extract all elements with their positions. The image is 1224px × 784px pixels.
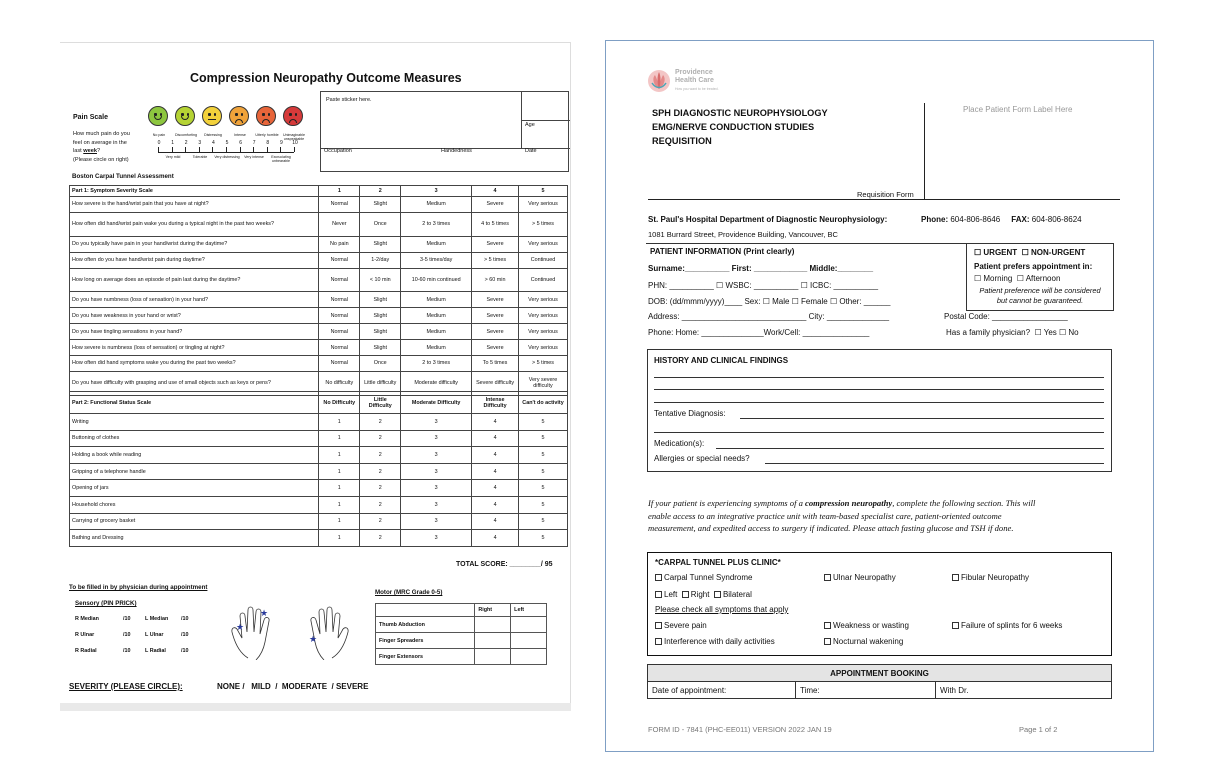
score-option-cell[interactable]: Slight [360, 236, 401, 252]
table-header-cell: 4 [472, 186, 519, 197]
condition-ulnar[interactable]: Ulnar Neuropathy [824, 573, 896, 583]
score-option-cell[interactable]: Medium [401, 308, 472, 324]
tentative-diagnosis: Tentative Diagnosis: [654, 409, 726, 418]
score-option-cell[interactable]: > 5 times [519, 356, 568, 372]
question-cell: Gripping of a telephone handle [70, 463, 319, 480]
form-id: FORM ID - 7841 (PHC-EE011) VERSION 2022 JAN 19 [648, 725, 832, 734]
table-row [376, 633, 547, 649]
nerve-score[interactable]: /10 [123, 632, 131, 638]
score-option-cell[interactable]: 3 [401, 463, 472, 480]
question-cell: How severe is numbness (loss of sensation) or tingling at night? [70, 340, 319, 356]
pain-ruler [158, 147, 294, 155]
score-option-cell[interactable]: Normal [319, 268, 360, 292]
score-option-cell[interactable]: Severe [472, 340, 519, 356]
score-option-cell[interactable]: 4 to 5 times [472, 212, 519, 236]
hands-diagram [228, 602, 352, 660]
family-physician-field[interactable]: Has a family physician? ☐ Yes ☐ No [946, 328, 1079, 337]
pain-tick [199, 147, 200, 152]
score-option-cell[interactable]: No pain [319, 236, 360, 252]
table-row [70, 236, 568, 252]
nerve-label: R Median [75, 616, 99, 622]
checkbox-icon [824, 622, 831, 629]
question-cell: Buttoning of clothes [70, 430, 319, 447]
pain-top-label: Discomforting [175, 133, 197, 137]
score-option-cell[interactable]: Severe [472, 236, 519, 252]
score-option-cell[interactable]: Normal [319, 197, 360, 213]
star-icon: ★ [236, 623, 245, 633]
table-row [70, 197, 568, 213]
score-option-cell[interactable]: 4 [472, 430, 519, 447]
score-option-cell[interactable]: 2 to 3 times [401, 356, 472, 372]
nerve-score[interactable]: /10 [181, 616, 189, 622]
motor-score[interactable] [511, 617, 547, 633]
symptom-severity-table [69, 185, 568, 396]
booking-date[interactable]: Date of appointment: [648, 682, 796, 699]
pain-number[interactable]: 8 [266, 140, 270, 146]
nerve-label: L Ulnar [145, 632, 164, 638]
table-row [70, 414, 568, 431]
motor-heading: Motor (MRC Grade 0-5) [375, 589, 443, 596]
pain-tick [185, 147, 186, 152]
severity-options: NONE / MILD / MODERATE / SEVERE [217, 682, 369, 691]
question-cell: Do you have weakness in your hand or wrist? [70, 308, 319, 324]
pain-number[interactable]: 3 [198, 140, 202, 146]
score-option-cell[interactable]: Very serious [519, 236, 568, 252]
pain-number[interactable]: 5 [225, 140, 229, 146]
symptom-severe-pain[interactable]: Severe pain [655, 621, 707, 631]
pain-bottom-label: Very intense [244, 155, 264, 159]
table-row [70, 292, 568, 308]
question-cell: Bathing and Dressing [70, 530, 319, 547]
pain-top-label: Intense [234, 133, 246, 137]
score-option-cell[interactable]: 1 [319, 430, 360, 447]
score-option-cell[interactable]: 5 [519, 430, 568, 447]
pain-tick [253, 147, 254, 152]
score-option-cell[interactable]: 4 [472, 463, 519, 480]
table-header-cell: Part 1: Symptom Severity Scale [70, 186, 319, 197]
score-option-cell[interactable]: Very severe difficulty [519, 371, 568, 395]
phone-field[interactable]: Phone: Home: ______________Work/Cell: _______________ [648, 328, 870, 337]
score-option-cell[interactable]: 2 [360, 513, 401, 530]
score-option-cell[interactable]: Medium [401, 292, 472, 308]
score-option-cell[interactable]: 3 [401, 530, 472, 547]
table-row [70, 308, 568, 324]
table-row [70, 463, 568, 480]
table-header-cell: Right [475, 604, 511, 617]
table-header-cell: 5 [519, 186, 568, 197]
question-cell: Carrying of grocery basket [70, 513, 319, 530]
score-option-cell[interactable]: To 5 times [472, 356, 519, 372]
requisition-title: SPH DIAGNOSTIC NEUROPHYSIOLOGY EMG/NERVE CONDUCTION STUDIES REQUISITION [652, 108, 828, 146]
score-option-cell[interactable]: 5 [519, 447, 568, 464]
question-cell: Holding a book while reading [70, 447, 319, 464]
nerve-score[interactable]: /10 [123, 648, 131, 654]
checkbox-icon [655, 574, 662, 581]
table-row [70, 252, 568, 268]
table-header-cell: 3 [401, 186, 472, 197]
pain-tick [172, 147, 173, 152]
score-option-cell[interactable]: Normal [319, 324, 360, 340]
providence-logo-icon [647, 69, 671, 93]
score-option-cell[interactable]: Never [319, 212, 360, 236]
dob-field[interactable]: DOB: (dd/mmm/yyyy)____ Sex: ☐ Male ☐ Female ☐ Other: ______ [648, 297, 891, 306]
table-header-cell: Left [511, 604, 547, 617]
checkbox-icon [824, 574, 831, 581]
score-option-cell[interactable]: Normal [319, 340, 360, 356]
address-field[interactable]: Address: ____________________________ City: ______________ [648, 312, 890, 321]
pain-bottom-label: Very distressing [214, 155, 240, 159]
condition-carpal[interactable]: Carpal Tunnel Syndrome [655, 573, 753, 583]
question-cell: How long on average does an episode of pain last during the daytime? [70, 268, 319, 292]
score-option-cell[interactable]: Very serious [519, 292, 568, 308]
score-option-cell[interactable]: 5 [519, 463, 568, 480]
pain-top-label: Unimaginable unspeakable [283, 133, 305, 141]
address-line: 1081 Burrard Street, Providence Building, Vancouver, BC [648, 230, 838, 239]
pain-bottom-label: Tolerable [192, 155, 208, 159]
table-header-cell: 1 [319, 186, 360, 197]
pain-face-icon[interactable] [283, 106, 303, 126]
nerve-label: L Median [145, 616, 169, 622]
pain-number[interactable]: 10 [292, 140, 298, 146]
history-heading: HISTORY AND CLINICAL FINDINGS [654, 356, 789, 365]
nerve-label: R Ulnar [75, 632, 95, 638]
pain-face-icon[interactable] [256, 106, 276, 126]
surname-field[interactable]: Surname:__________ First: ____________ Middle:________ [648, 264, 874, 273]
score-option-cell[interactable]: Medium [401, 340, 472, 356]
table-header-cell: Moderate Difficulty [401, 392, 472, 414]
score-option-cell[interactable]: Slight [360, 292, 401, 308]
score-option-cell[interactable]: Severe [472, 308, 519, 324]
score-option-cell[interactable]: Medium [401, 324, 472, 340]
score-option-cell[interactable]: 4 [472, 530, 519, 547]
pain-number[interactable]: 6 [239, 140, 242, 146]
score-option-cell[interactable]: > 5 times [519, 212, 568, 236]
table-row [70, 447, 568, 464]
question-cell: How severe is the hand/wrist pain that you have at night? [70, 197, 319, 213]
checkbox-icon [952, 574, 959, 581]
score-option-cell[interactable]: Once [360, 212, 401, 236]
urgent-options[interactable]: ☐ URGENT ☐ NON-URGENT [974, 248, 1086, 257]
score-option-cell[interactable]: Once [360, 356, 401, 372]
score-option-cell[interactable]: 2 [360, 480, 401, 497]
pain-tick [240, 147, 241, 152]
pain-tick [212, 147, 213, 152]
pain-number[interactable]: 9 [280, 140, 283, 146]
score-option-cell[interactable]: 3 [401, 430, 472, 447]
score-option-cell[interactable]: No difficulty [319, 371, 360, 395]
checkbox-icon [682, 591, 689, 598]
phn-field[interactable]: PHN: __________ ☐ WSBC: __________ ☐ ICBC: __________ [648, 281, 879, 290]
table-header-cell: Intense Difficulty [472, 392, 519, 414]
total-score: TOTAL SCORE: ________/ 95 [456, 561, 553, 568]
score-option-cell[interactable]: Slight [360, 308, 401, 324]
score-option-cell[interactable]: 3 [401, 513, 472, 530]
score-option-cell[interactable]: Severe difficulty [472, 371, 519, 395]
table-header-cell: 2 [360, 186, 401, 197]
score-option-cell[interactable]: 3 [401, 480, 472, 497]
score-option-cell[interactable]: 3 [401, 414, 472, 431]
question-cell: Do you have difficulty with grasping and use of small objects such as keys or pens? [70, 371, 319, 395]
score-option-cell[interactable]: 1 [319, 530, 360, 547]
symptom-weakness[interactable]: Weakness or wasting [824, 621, 909, 631]
table-row [70, 496, 568, 513]
severity-label: SEVERITY (PLEASE CIRCLE): [69, 682, 183, 691]
pain-number[interactable]: 4 [212, 140, 215, 146]
functional-status-table [69, 391, 568, 547]
booking-heading: APPOINTMENT BOOKING [648, 665, 1112, 682]
pain-bottom-label: Very mild [165, 155, 181, 159]
clinic-heading: *CARPAL TUNNEL PLUS CLINIC* [655, 558, 781, 567]
score-option-cell[interactable]: Slight [360, 340, 401, 356]
table-header-cell: Can't do activity [519, 392, 568, 414]
pain-top-label: Utterly horrible [255, 133, 279, 137]
motor-score[interactable] [511, 633, 547, 649]
score-option-cell[interactable]: < 10 min [360, 268, 401, 292]
checkbox-icon [655, 638, 662, 645]
table-header [70, 392, 568, 414]
sensory-heading: Sensory (PIN PRICK) [75, 600, 137, 607]
check-all-label: Please check all symptoms that apply [655, 605, 789, 614]
score-option-cell[interactable]: 1-2/day [360, 252, 401, 268]
question-cell: Do you have numbness (loss of sensation) in your hand? [70, 292, 319, 308]
score-option-cell[interactable]: Continued [519, 252, 568, 268]
table-row [70, 268, 568, 292]
checkbox-icon [714, 591, 721, 598]
table-header [376, 604, 547, 617]
score-option-cell[interactable]: Severe [472, 292, 519, 308]
condition-fibular[interactable]: Fibular Neuropathy [952, 573, 1029, 583]
sticker-box: Paste sticker here. Age Occupation Handedness Date [320, 91, 569, 172]
appointment-booking-table [647, 664, 1112, 699]
physician-heading: To be filled in by physician during appointment [69, 584, 208, 591]
table-row [376, 649, 547, 665]
table-row [70, 530, 568, 547]
motor-score[interactable] [475, 617, 511, 633]
motor-label: Finger Extensors [376, 649, 475, 665]
checkbox-icon [655, 622, 662, 629]
score-option-cell[interactable]: 5 [519, 513, 568, 530]
score-option-cell[interactable]: 1 [319, 447, 360, 464]
medications-label: Medication(s): [654, 439, 705, 448]
question-cell: Writing [70, 414, 319, 431]
pain-tick [226, 147, 227, 152]
pain-face-icon[interactable] [229, 106, 249, 126]
time-preference[interactable]: ☐ Morning ☐ Afternoon [974, 274, 1061, 283]
table-header-cell: Part 2: Functional Status Scale [70, 392, 319, 414]
score-option-cell[interactable]: 3 [401, 496, 472, 513]
table-header-cell: Little Difficulty [360, 392, 401, 414]
score-option-cell[interactable]: Moderate difficulty [401, 371, 472, 395]
score-option-cell[interactable]: Little difficulty [360, 371, 401, 395]
score-option-cell[interactable]: Severe [472, 197, 519, 213]
score-option-cell[interactable]: 5 [519, 530, 568, 547]
booking-time[interactable]: Time: [796, 682, 936, 699]
pain-number[interactable]: 7 [252, 140, 256, 146]
table-row [70, 430, 568, 447]
logo-text: Providence Health Care How you want to be treated. [675, 69, 719, 91]
score-option-cell[interactable]: Slight [360, 324, 401, 340]
score-option-cell[interactable]: 3 [401, 447, 472, 464]
pain-number[interactable]: 1 [171, 140, 174, 146]
score-option-cell[interactable]: Normal [319, 252, 360, 268]
score-option-cell[interactable]: Severe [472, 324, 519, 340]
pain-face-icon[interactable] [202, 106, 222, 126]
dept-line: St. Paul's Hospital Department of Diagnostic Neurophysiology: [648, 215, 888, 224]
table-header-cell [376, 604, 475, 617]
score-option-cell[interactable]: 2 to 3 times [401, 212, 472, 236]
table-row [70, 340, 568, 356]
score-option-cell[interactable]: 1 [319, 414, 360, 431]
score-option-cell[interactable]: 4 [472, 496, 519, 513]
preference-note: Patient preference will be considered but cannot be guaranteed. [979, 286, 1101, 305]
table-row [70, 324, 568, 340]
score-option-cell[interactable]: 1 [319, 513, 360, 530]
score-option-cell[interactable]: 4 [472, 480, 519, 497]
table-row [70, 513, 568, 530]
table-row [70, 212, 568, 236]
table-header [70, 186, 568, 197]
star-icon: ★ [260, 609, 269, 619]
pain-tick [267, 147, 268, 152]
motor-score[interactable] [475, 633, 511, 649]
label-divider [924, 103, 925, 199]
score-option-cell[interactable]: 1 [319, 496, 360, 513]
compression-neuropathy-note: If your patient is experiencing symptoms of a compression neuropathy, complete the following section. This will enable access to an integrative practice unit with team-based specialist care, patient-oriented outcome measurement, and expedited access to surgery if indicated. Please attach fasting glucose and TSH if done. [648, 498, 1036, 533]
nerve-score[interactable]: /10 [181, 648, 189, 654]
pain-number[interactable]: 0 [157, 140, 161, 146]
sensory-grid [75, 616, 215, 664]
booking-doctor[interactable]: With Dr. [936, 682, 1112, 699]
score-option-cell[interactable]: Normal [319, 308, 360, 324]
allergies-label: Allergies or special needs? [654, 454, 750, 463]
score-option-cell[interactable]: Very serious [519, 324, 568, 340]
motor-table [375, 603, 547, 665]
question-cell: Household chores [70, 496, 319, 513]
table-header-cell: No Difficulty [319, 392, 360, 414]
score-option-cell[interactable]: Normal [319, 292, 360, 308]
score-option-cell[interactable]: 2 [360, 496, 401, 513]
question-cell: Do you typically have pain in your hand/wrist during the daytime? [70, 236, 319, 252]
phone-fax: Phone: 604-806-8646 FAX: 604-806-8624 [921, 215, 1082, 224]
outcome-title: Compression Neuropathy Outcome Measures [190, 71, 462, 85]
motor-label: Finger Spreaders [376, 633, 475, 649]
score-option-cell[interactable]: 1 [319, 480, 360, 497]
question-cell: How often did hand/wrist pain wake you during a typical night in the past two weeks? [70, 212, 319, 236]
page-shadow [60, 703, 571, 711]
checkbox-icon [952, 622, 959, 629]
symptom-nocturnal[interactable]: Nocturnal wakening [824, 637, 903, 647]
pain-bottom-labels [148, 155, 308, 165]
score-option-cell[interactable]: 4 [472, 414, 519, 431]
checkbox-icon [655, 591, 662, 598]
pain-face-icon[interactable] [148, 106, 168, 126]
score-option-cell[interactable]: > 5 times [472, 252, 519, 268]
pain-top-label: Distressing [204, 133, 222, 137]
score-option-cell[interactable]: Very serious [519, 340, 568, 356]
prefers-label: Patient prefers appointment in: [974, 262, 1093, 271]
patient-info-heading: PATIENT INFORMATION (Print clearly) [650, 247, 795, 256]
label-placeholder: Place Patient Form Label Here [963, 105, 1073, 114]
table-row [376, 617, 547, 633]
pain-question: How much pain do you feel on average in the last week? (Please circle on right) [73, 131, 130, 163]
pain-tick [294, 147, 295, 152]
score-option-cell[interactable]: Very serious [519, 308, 568, 324]
question-cell: How often did hand symptoms wake you during the past two weeks? [70, 356, 319, 372]
score-option-cell[interactable]: Normal [319, 356, 360, 372]
score-option-cell[interactable]: 2 [360, 430, 401, 447]
score-option-cell[interactable]: 4 [472, 447, 519, 464]
score-option-cell[interactable]: 3-5 times/day [401, 252, 472, 268]
score-option-cell[interactable]: Slight [360, 197, 401, 213]
page-number: Page 1 of 2 [1019, 725, 1058, 734]
pain-face-icon[interactable] [175, 106, 195, 126]
nerve-label: L Radial [145, 648, 166, 654]
checkbox-icon [824, 638, 831, 645]
requisition-form-label: Requisition Form [857, 190, 914, 199]
score-option-cell[interactable]: Medium [401, 236, 472, 252]
motor-score[interactable] [511, 649, 547, 665]
question-cell: How often do you have hand/wrist pain during daytime? [70, 252, 319, 268]
table-row [70, 356, 568, 372]
table-row [70, 480, 568, 497]
score-option-cell[interactable]: 5 [519, 496, 568, 513]
pain-bottom-label: Excruciating unbearable [271, 155, 291, 163]
score-option-cell[interactable]: Very serious [519, 197, 568, 213]
motor-label: Thumb Abduction [376, 617, 475, 633]
question-cell: Opening of jars [70, 480, 319, 497]
score-option-cell[interactable]: 10-60 min continued [401, 268, 472, 292]
postal-field[interactable]: Postal Code: _________________ [944, 312, 1068, 321]
pain-tick [280, 147, 281, 152]
side-options[interactable]: Left Right Bilateral [655, 590, 752, 600]
nerve-label: R Radial [75, 648, 97, 654]
pain-top-label: No pain [152, 133, 166, 137]
score-option-cell[interactable]: 2 [360, 447, 401, 464]
score-option-cell[interactable]: 5 [519, 414, 568, 431]
pain-number[interactable]: 2 [184, 140, 188, 146]
score-option-cell[interactable]: 2 [360, 414, 401, 431]
score-option-cell[interactable]: 2 [360, 463, 401, 480]
symptom-interference[interactable]: Interference with daily activities [655, 637, 775, 647]
question-cell: Do you have tingling sensations in your hand? [70, 324, 319, 340]
score-option-cell[interactable]: 5 [519, 480, 568, 497]
score-option-cell[interactable]: 4 [472, 513, 519, 530]
motor-score[interactable] [475, 649, 511, 665]
nerve-score[interactable]: /10 [181, 632, 189, 638]
star-icon: ★ [309, 635, 318, 645]
score-option-cell[interactable]: Medium [401, 197, 472, 213]
score-option-cell[interactable]: Continued [519, 268, 568, 292]
nerve-score[interactable]: /10 [123, 616, 131, 622]
score-option-cell[interactable]: > 60 min [472, 268, 519, 292]
score-option-cell[interactable]: 2 [360, 530, 401, 547]
pain-tick [158, 147, 159, 152]
symptom-splints[interactable]: Failure of splints for 6 weeks [952, 621, 1062, 631]
pain-faces [148, 106, 308, 132]
score-option-cell[interactable]: 1 [319, 463, 360, 480]
pain-scale-heading: Pain Scale [73, 114, 109, 121]
bcta-title: Boston Carpal Tunnel Assessment [72, 173, 174, 180]
